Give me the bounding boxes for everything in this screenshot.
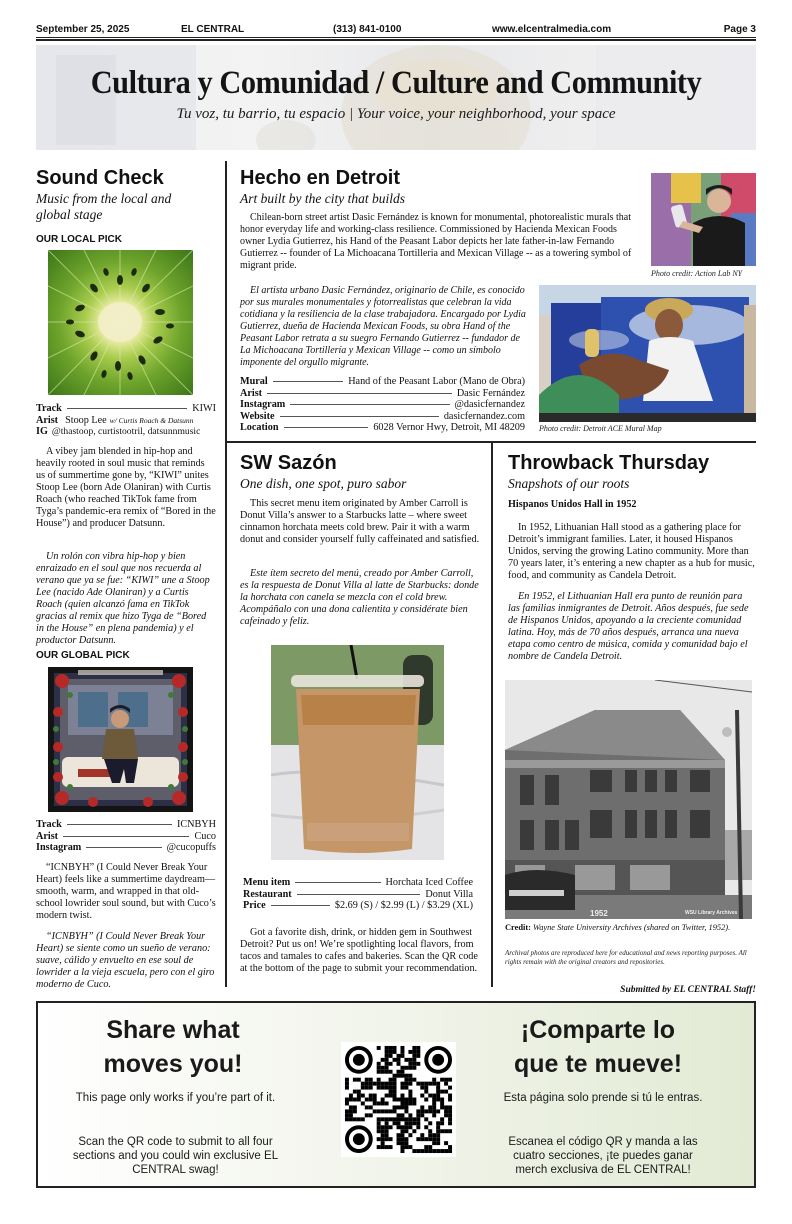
website-link[interactable]: www.elcentralmedia.com (492, 24, 612, 35)
info-value-featuring: w/ Curtis Roach & Datsunn (109, 415, 194, 425)
info-key: Website (240, 410, 275, 422)
leader-line (63, 836, 189, 837)
column-divider-left (225, 161, 227, 987)
throwback-body-en (508, 522, 755, 582)
archival-disclaimer: Archival photos are reproduced here for educational and news reporting purposes. All rights remain with the original creators and repositories. (505, 949, 747, 966)
info-row-artist (36, 831, 216, 843)
cta-heading-en-line2: moves you! (103, 1050, 243, 1078)
paragraph: En 1952, el Lithuanian Hall era punto de reunión para las familias inmigrantes de Detroit. Años después, fue sede de Hispanos Unidos, apoyando a la creciente comunidad latina. Hoy, más de 70 años después, arranca una nueva etapa como centro de música, comida y comunidad bajo el nombre de Candela Detroit. (508, 591, 749, 662)
paragraph: “ICNBYH” (I Could Never Break Your Heart) se siente como un sueño de verano: suave, cálido y envuelto en ese soul de lowrider a la vieja escuela, pero con el giro moderno de Cuco. (36, 931, 215, 990)
info-row (240, 376, 525, 388)
credit-text: Wayne State University Archives (shared on Twitter, 1952). (533, 923, 731, 932)
credit-label: Credit: (505, 923, 531, 932)
info-value: Donut Villa (425, 888, 473, 900)
info-row (240, 388, 525, 400)
info-row (243, 889, 473, 901)
info-key: Track (36, 403, 62, 414)
paragraph: Chilean-born street artist Dasic Fernández is known for monumental, photorealistic murals that honor everyday life and working-class resilience. Commissioned by Hacienda Mexican Foods owner Lydia Gutierrez, his Hand of the Peasant Labor depicts her late father-in-law Fernando Gutierrez -- founder of La Michoacana Tortilleria and Mexican Village -- as a towering symbol of migrant pride. (240, 212, 632, 271)
info-value[interactable]: @dasicfernandez (454, 399, 525, 410)
leader-line (86, 847, 161, 848)
info-row (243, 877, 473, 889)
global-pick-body-en (36, 862, 216, 922)
running-header (36, 22, 756, 38)
global-pick-label: OUR GLOBAL PICK (36, 650, 130, 661)
info-value: @cucopuffs (166, 842, 216, 853)
info-value: 6028 Vernor Hwy, Detroit, MI 48209 (373, 422, 525, 433)
sazon-title: SW Sazón (240, 452, 337, 474)
info-row-artist (36, 415, 216, 427)
mural-photo-credit: Photo credit: Detroit ACE Mural Map (539, 424, 662, 433)
sazon-body-es (240, 568, 480, 628)
info-row-track (36, 819, 216, 831)
cta-line-en: This page only works if you’re part of it. (75, 1092, 276, 1104)
banner-title: Cultura y Comunidad / Culture and Community (90, 65, 702, 101)
info-key: Arist (240, 387, 263, 399)
paragraph: A vibey jam blended in hip-hop and heavily rooted in soul music that reminds us of summertime gone by, “KIWI” unites Stoop Lee (born Ade Olaniran) with Curtis Roach (who reached TikTok fame from Tyga’s pandemic-era remix of “Bored in the House”) and producer Datsunn. (36, 446, 216, 529)
leader-line (290, 404, 449, 405)
leader-line (267, 393, 452, 394)
info-value: Cuco (194, 830, 216, 842)
share-cta-box (36, 1001, 756, 1188)
cta-heading-es (498, 1013, 698, 1081)
horchata-coffee-photo (271, 645, 444, 860)
info-key: IG (36, 426, 48, 437)
paragraph: “ICNBYH” (I Could Never Break Your Heart) feels like a summertime daydream—smooth, warm, and wrapped in that old-school lowrider soul sound, but with Cuco’s modern twist. (36, 862, 216, 921)
paragraph: Un rolón con vibra hip-hop y bien enraizado en el soul que nos recuerda al verano que ya se fue: “KIWI” une a Stoop Lee (nacido Ade Olaniran) y a Curtis Roach (quien alcanzó fama en TikTok gracias al remix que hizo Tyga de “Bored in the House” en plena pandemia) y el productor Datsunn. (36, 551, 210, 646)
local-pick-body-en (36, 446, 216, 530)
leader-line (284, 427, 369, 428)
qr-code-graphic (341, 1042, 456, 1157)
cta-heading-es-line1: ¡Comparte lo (520, 1016, 676, 1044)
info-value: $2.69 (S) / $2.99 (L) / $3.29 (XL) (334, 900, 473, 911)
cta-heading-en (78, 1013, 268, 1081)
throwback-heading: Hispanos Unidos Hall in 1952 (508, 499, 637, 510)
leader-line (273, 381, 343, 382)
cta-line-es: Esta página solo prende si tú le entras. (503, 1092, 703, 1104)
page-number: Page 3 (723, 24, 756, 35)
hecho-body-es (240, 285, 532, 369)
info-value: Hand of the Peasant Labor (Mano de Obra) (348, 376, 525, 387)
info-row (240, 399, 525, 411)
info-row (240, 411, 525, 423)
info-value: Stoop Lee (65, 414, 107, 426)
cta-scan-es: Escanea el código QR y manda a las cuatro secciones, ¡te puedes ganar merch exclusiva de EL CENTRAL! (508, 1136, 698, 1176)
hecho-subtitle: Art built by the city that builds (240, 191, 405, 206)
header-rule-thin (36, 37, 756, 38)
info-value: @thastoop, curtistootril, datsunnmusic (51, 426, 201, 437)
photo-watermark: WSU Library Archives (685, 910, 738, 916)
paragraph: El artista urbano Dasic Fernández, originario de Chile, es conocido por sus murales monumentales y fotorrealistas que celebran la vida cotidiana y la resiliencia de la clase trabajadora. Encargado por Lydia Gutierrez, dueña de Hacienda Mexican Foods, su obra Hand of the Peasant Labor retrata a su suegro Fernando Gutierrez -- fundador de La Michoacana Tortillería y Mexican Village -- como un símbolo imponente del orgullo migrante. (240, 285, 526, 368)
header-rule-thick (36, 39, 756, 41)
leader-line (67, 824, 172, 825)
qr-code-icon[interactable] (341, 1042, 456, 1157)
sound-check-subtitle: Music from the local and global stage (36, 191, 172, 222)
info-row-ig (36, 426, 216, 438)
kiwi-slice-image (48, 250, 193, 395)
section-banner (36, 45, 756, 150)
info-value: Horchata Iced Coffee (385, 877, 473, 888)
sazon-subtitle: One dish, one spot, puro sabor (240, 476, 407, 491)
info-row-instagram (36, 842, 216, 854)
paragraph: This secret menu item originated by Amber Carroll is Donut Villa’s answer to a Starbucks latte – where sweet cinnamon horchata meets cold brew. Pair it with a warm donut and consider yourself fully caffeinated and satisfied. (240, 498, 480, 545)
issue-date: September 25, 2025 (36, 24, 130, 35)
info-value[interactable]: dasicfernandez.com (443, 410, 525, 422)
info-row (240, 422, 525, 434)
cta-scan-en: Scan the QR code to submit to all four sections and you could win exclusive EL CENTRAL swag! (72, 1136, 279, 1176)
info-key: Arist (36, 414, 59, 426)
leader-line (67, 408, 187, 409)
paragraph: Got a favorite dish, drink, or hidden gem in Southwest Detroit? Put us on! We’re spotlighting local flavors, from tacos and tamales to cafes and bakeries. Scan the QR code at the bottom of the page to submit your recommendation. (240, 927, 478, 974)
hall-1952-photo (505, 680, 752, 919)
cta-heading-es-line2: que te mueve! (513, 1050, 683, 1078)
artist-photo (651, 173, 756, 266)
local-pick-body-es (36, 551, 216, 647)
info-key: Instagram (36, 842, 82, 853)
local-pick-info (36, 403, 216, 438)
info-key: Arist (36, 830, 59, 842)
paragraph: In 1952, Lithuanian Hall stood as a gathering place for Detroit’s immigrant families. Later, it housed Hispanos Unidos, serving the growing Latino community. More than 70 years later, it’s entering a new chapter as a hub for music, food, and community as Candela Detroit. (508, 522, 755, 581)
phone-number: (313) 841-0100 (333, 24, 402, 35)
leader-line (295, 882, 380, 883)
hecho-title: Hecho en Detroit (240, 167, 401, 189)
info-key: Menu item (243, 877, 291, 888)
info-row (243, 900, 473, 912)
leader-line (297, 894, 421, 895)
column-divider-right (491, 442, 493, 987)
info-key: Location (240, 422, 279, 433)
album-cover-image (48, 667, 193, 812)
leader-line (271, 905, 330, 906)
hecho-body-en (240, 212, 638, 272)
info-key: Restaurant (243, 888, 292, 900)
throwback-credit (505, 923, 755, 932)
global-pick-info (36, 819, 216, 854)
sazon-info (243, 877, 473, 912)
throwback-subtitle: Snapshots of our roots (508, 476, 630, 491)
sazon-body-en (240, 498, 480, 546)
paper-name: EL CENTRAL (181, 24, 245, 35)
global-pick-body-es (36, 931, 216, 991)
sazon-call-to-action (240, 927, 480, 975)
throwback-body-es (508, 591, 755, 663)
info-key: Track (36, 819, 62, 830)
mural-photo (539, 285, 756, 422)
info-value: ICNBYH (176, 819, 216, 830)
sound-check-title: Sound Check (36, 167, 164, 189)
photo-year: 1952 (590, 909, 608, 918)
leader-line (280, 416, 439, 417)
paragraph: Este ítem secreto del menú, creado por Amber Carroll, es la respuesta de Donut Villa al latte de Starbucks: donde la horchata con canela se mezcla con el cold brew. Acompáñalo con una dona calientita y considérate bien cafeinado y feliz. (240, 568, 479, 627)
info-value: Dasic Fernández (456, 387, 525, 399)
info-key: Instagram (240, 399, 286, 410)
info-key: Price (243, 900, 266, 911)
throwback-title: Throwback Thursday (508, 452, 710, 474)
info-row-track (36, 403, 216, 415)
local-pick-label: OUR LOCAL PICK (36, 234, 122, 245)
cta-heading-en-line1: Share what (106, 1016, 240, 1044)
info-key: Mural (240, 376, 268, 387)
info-value: KIWI (192, 403, 216, 414)
submitted-by: Submitted by EL CENTRAL Staff! (620, 985, 756, 995)
banner-subtitle: Tu voz, tu barrio, tu espacio | Your voice, your neighborhood, your space (176, 106, 616, 122)
hecho-info (240, 376, 525, 434)
artist-photo-credit: Photo credit: Action Lab NY (651, 269, 743, 278)
